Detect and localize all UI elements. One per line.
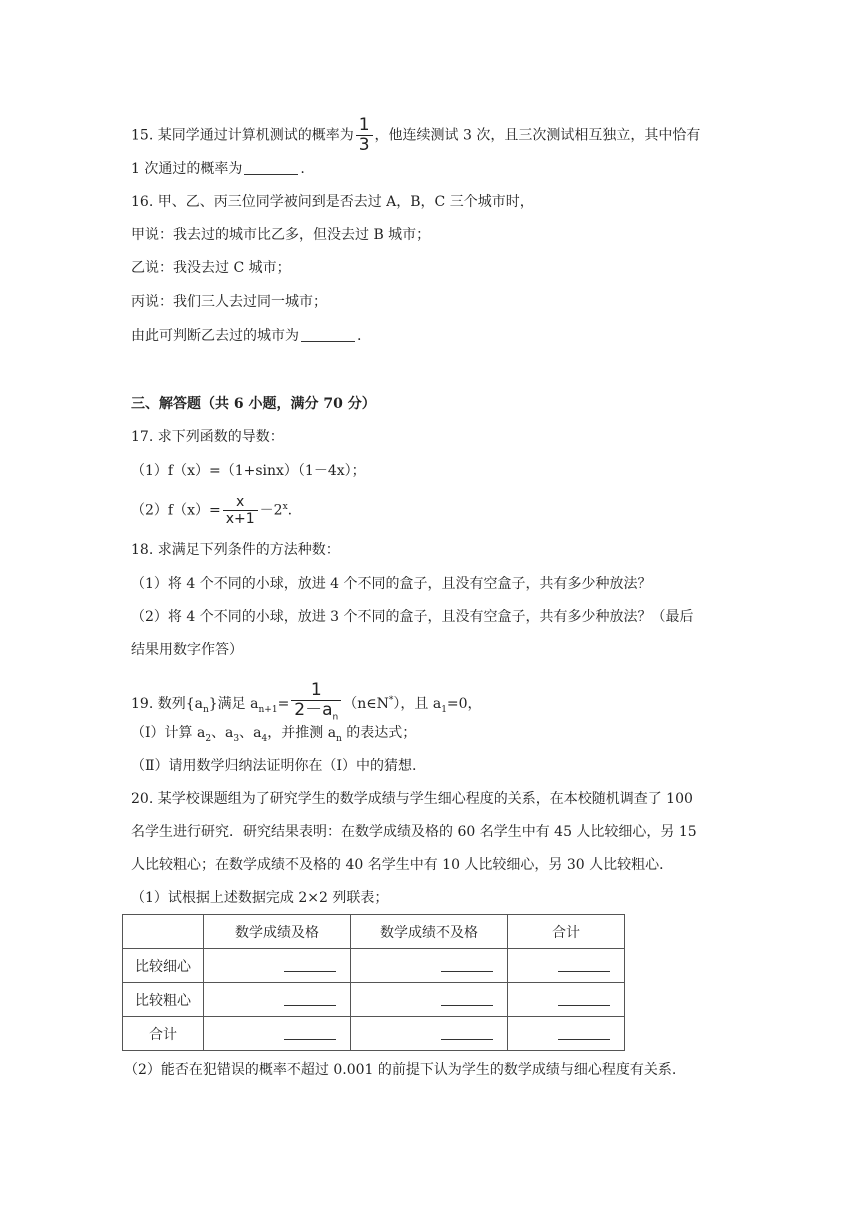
answer-blank[interactable]: [284, 1023, 336, 1040]
table-header-cell: 数学成绩不及格: [351, 915, 508, 949]
q16-intro: 16. 甲、乙、丙三位同学被问到是否去过 A，B，C 三个城市时，: [131, 194, 534, 210]
answer-blank[interactable]: [284, 989, 336, 1006]
section-heading: 三、解答题（共 6 小题，满分 70 分）: [131, 396, 376, 412]
answer-blank[interactable]: [441, 989, 493, 1006]
row-label: 比较细心: [123, 949, 204, 983]
answer-blank[interactable]: [284, 955, 336, 972]
row-label: 比较粗心: [123, 983, 204, 1017]
q15-fraction: $\frac{1}{3}$: [356, 116, 373, 155]
answer-blank[interactable]: [558, 1023, 610, 1040]
table-row: [123, 1017, 625, 1051]
q18-part1: （1）将 4 个不同的小球，放进 4 个不同的盒子，且没有空盒子，共有多少种放法？: [131, 576, 652, 592]
q18-part2-line2: 结果用数字作答）: [131, 642, 243, 658]
q15-text-post: ，他连续测试 3 次，且三次测试相互独立，其中恰有: [374, 127, 701, 144]
q16-jia: 甲说：我去过的城市比乙多，但没去过 B 城市；: [131, 227, 431, 243]
answer-blank[interactable]: [558, 955, 610, 972]
q16-bing: 丙说：我们三人去过同一城市；: [131, 294, 327, 310]
q19-fraction: $\frac{1}{2-a_n}$: [291, 681, 341, 727]
table-header-row: [123, 915, 625, 949]
row-label: 合计: [123, 1017, 204, 1051]
q20-part2: （2）能否在犯错误的概率不超过 0.001 的前提下认为学生的数学成绩与细心程度有关系.: [124, 1062, 677, 1078]
q19-part-ii: （Ⅱ）请用数学归纳法证明你在（Ⅰ）中的猜想.: [131, 758, 417, 774]
q17-intro: 17. 求下列函数的导数：: [131, 429, 284, 445]
q17-part1: （1）f（x）=（1+sinx）（1－4x）；: [131, 463, 366, 479]
answer-blank[interactable]: [301, 327, 355, 342]
table-row: [123, 949, 625, 983]
table-header-cell: [123, 915, 204, 949]
q15-text-pre: 15. 某同学通过计算机测试的概率为: [131, 127, 354, 144]
answer-blank[interactable]: [441, 1023, 493, 1040]
q15-line2: 1 次通过的概率为 .: [131, 161, 305, 177]
table-header-cell: 合计: [508, 915, 625, 949]
q16-conclusion: 由此可判断乙去过的城市为 .: [131, 328, 362, 344]
q17-fraction: $\frac{x}{x+1}$: [223, 494, 258, 527]
contingency-table: [122, 914, 625, 1051]
answer-blank[interactable]: [558, 989, 610, 1006]
q18-intro: 18. 求满足下列条件的方法种数：: [131, 542, 340, 558]
q19-intro: 19. 数列$\{a_n\}$满足 $a_{n+1}=$ $\frac{1}{2-a_n}$ （n∈N*），且 $a_1=0$，: [131, 681, 482, 727]
q16-yi: 乙说：我没去过 C 城市；: [131, 260, 291, 276]
answer-blank[interactable]: [441, 955, 493, 972]
table-header-cell: 数学成绩及格: [204, 915, 351, 949]
q18-part2-line1: （2）将 4 个不同的小球，放进 3 个不同的盒子，且没有空盒子，共有多少种放法？（最后: [131, 609, 694, 625]
q20-part1: （1）试根据上述数据完成 2×2 列联表；: [131, 890, 389, 906]
q20-line2: 名学生进行研究．研究结果表明：在数学成绩及格的 60 名学生中有 45 人比较细心，另 15: [131, 824, 697, 840]
table-row: [123, 983, 625, 1017]
q19-part-i: （Ⅰ）计算 $a_2$、$a_3$、$a_4$，并推测 $a_n$ 的表达式；: [131, 725, 417, 744]
q15-line1: [131, 116, 700, 155]
q20-line1: 20. 某学校课题组为了研究学生的数学成绩与学生细心程度的关系，在本校随机调查了 100: [131, 791, 693, 807]
q17-part2: （2）f（x）= $\frac{x}{x+1}$ $-2^x$.: [131, 494, 293, 527]
q20-line3: 人比较粗心；在数学成绩不及格的 40 名学生中有 10 人比较细心，另 30 人比较粗心．: [131, 857, 674, 873]
answer-blank[interactable]: [244, 160, 298, 175]
